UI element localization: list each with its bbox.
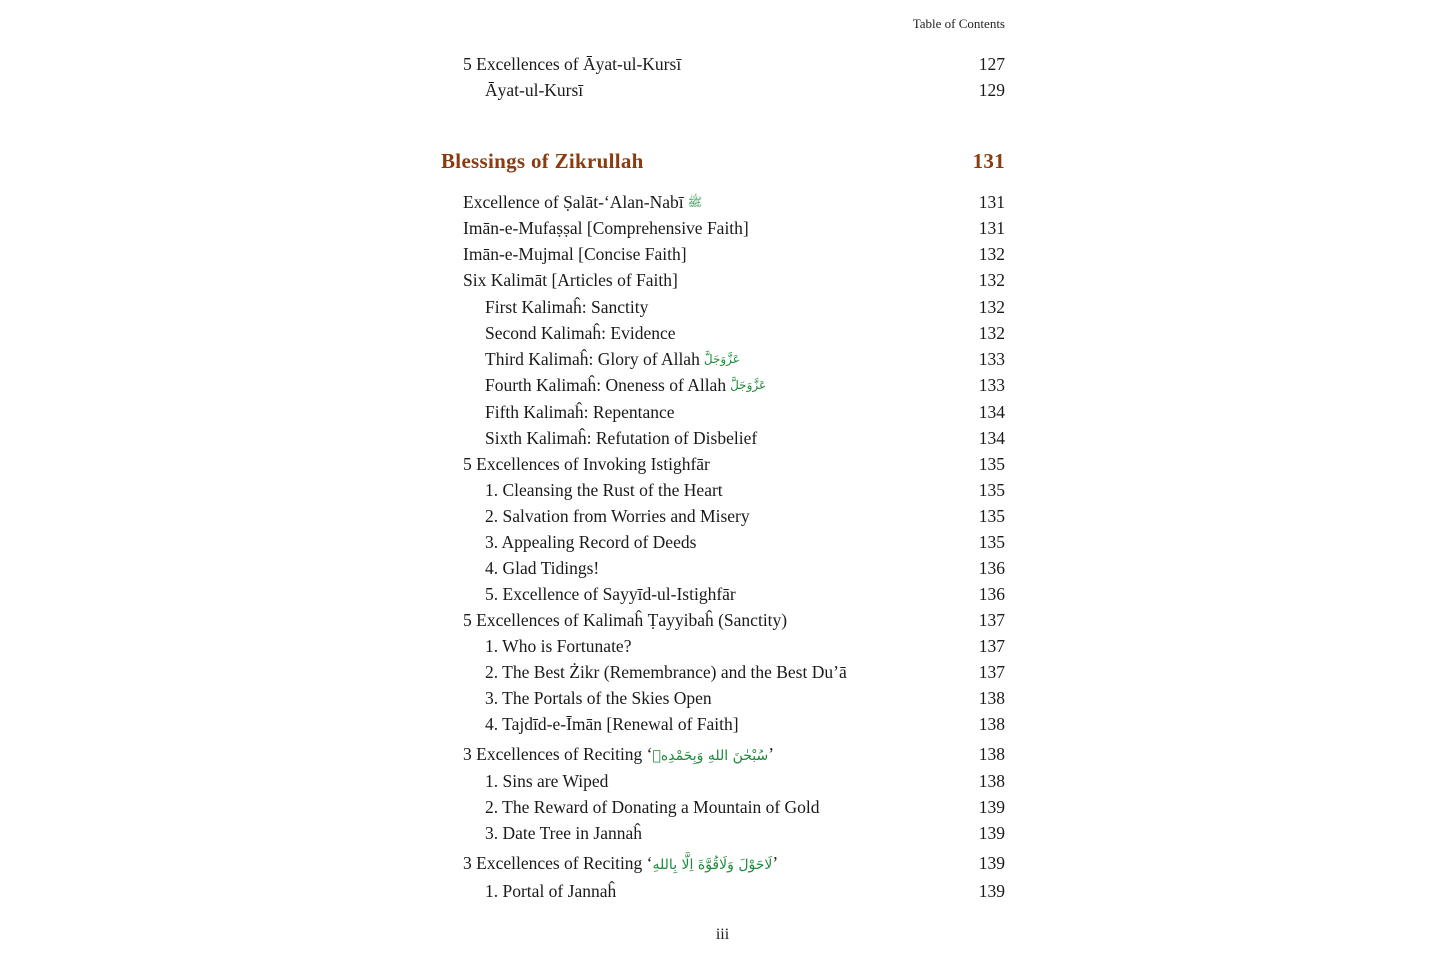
toc-entry-title: Imān-e-Mujmal [Concise Faith] [463,244,687,264]
toc-entry[interactable] [441,686,1005,710]
toc-entry-title: Āyat-ul-Kursī [485,80,584,100]
toc-entry-page: 139 [978,797,1005,817]
toc-entry-page: 129 [978,80,1005,100]
section-title: Blessings of Zikrullah [441,149,644,173]
toc-entry-title: Second Kalimaĥ: Evidence [485,323,676,343]
toc-entry[interactable] [441,634,1005,658]
toc-entry[interactable] [441,373,1005,397]
toc-entry-title: 2. The Best Żikr (Remembrance) and the Best Du’ā [485,662,847,682]
toc-entry-page: 136 [978,558,1005,578]
toc-entry-title: 5 Excellences of Āyat-ul-Kursī [463,54,682,74]
toc-entry[interactable] [441,321,1005,345]
toc-entry-title [485,347,740,371]
toc-entry-page: 132 [978,323,1005,343]
toc-entry-title: 3. Date Tree in Jannaĥ [485,823,642,843]
toc-entry-text: 3 Excellences of Reciting ‘ [463,744,653,764]
toc-entry-page: 132 [978,244,1005,264]
arabic-honorific: ﷺ [687,195,703,209]
section-heading[interactable] [441,145,1005,177]
toc-entry[interactable] [441,582,1005,606]
toc-entry[interactable] [441,242,1005,266]
section-page: 131 [972,149,1005,173]
toc-entry-title: Six Kalimāt [Articles of Faith] [463,270,678,290]
toc-entry-title: First Kalimaĥ: Sanctity [485,297,649,317]
toc-entry-title: 3. The Portals of the Skies Open [485,688,712,708]
toc-entry[interactable] [441,660,1005,684]
toc-entry-title: 5 Excellences of Kalimaĥ Ṭayyibaĥ (Sanctity) [463,610,788,630]
toc-entry-page: 137 [978,610,1005,630]
toc-entry-page: 139 [978,881,1005,901]
toc-entry[interactable] [441,190,1005,214]
toc-entry-text-end: ’ [768,744,775,764]
toc-entry[interactable] [441,426,1005,450]
toc-entry[interactable] [441,216,1005,240]
toc-entry-text: Excellence of Ṣalāt-‘Alan-Nabī [463,192,684,212]
arabic-phrase: لَاحَوْلَ وَلَاقُوَّةَ اِلَّا بِاللهِ [652,857,773,873]
toc-entry-page: 134 [978,402,1005,422]
toc-entry[interactable] [441,742,1005,766]
toc-entry-text: Fourth Kalimaĥ: Oneness of Allah [485,375,727,395]
toc-entry-title: 1. Portal of Jannaĥ [485,881,617,901]
toc-entry-page: 138 [978,744,1005,764]
toc-entry[interactable] [441,712,1005,736]
page-number: iii [715,926,730,943]
toc-entry-page: 138 [978,714,1005,734]
toc-entry-page: 132 [978,270,1005,290]
toc-entry[interactable] [441,608,1005,632]
toc-entry-page: 135 [978,454,1005,474]
toc-entry-page: 134 [978,428,1005,448]
toc-entry[interactable] [441,795,1005,819]
toc-entry-title: 5 Excellences of Invoking Istighfār [463,454,710,474]
toc-entry-page: 135 [978,480,1005,500]
running-header: Table of Contents [912,16,1005,31]
toc-entry-title: 2. The Reward of Donating a Mountain of Gold [485,797,820,817]
toc-entry[interactable] [441,821,1005,845]
toc-entry[interactable] [441,452,1005,476]
toc-entry-page: 138 [978,771,1005,791]
toc-entry-page: 135 [978,506,1005,526]
toc-entry[interactable] [441,879,1005,903]
toc-entry-title: Sixth Kalimaĥ: Refutation of Disbelief [485,428,758,448]
toc-entry-title: 4. Glad Tidings! [485,558,600,578]
toc-entry-title: Imān-e-Mufaṣṣal [Comprehensive Faith] [463,218,749,238]
toc-entry[interactable] [441,78,1005,102]
toc-entry-page: 133 [978,375,1005,395]
toc-entry[interactable] [441,52,1005,76]
toc-entry-title [463,851,778,877]
toc-entry-title: 1. Who is Fortunate? [485,636,632,656]
toc-entry[interactable] [441,851,1005,875]
arabic-honorific: عَزَّوَجَلَّ [703,352,740,366]
toc-entry-title [485,373,766,397]
toc-entry-title: 3. Appealing Record of Deeds [485,532,697,552]
toc-entry-page: 132 [978,297,1005,317]
toc-entry-page: 137 [978,662,1005,682]
toc-entry[interactable] [441,769,1005,793]
toc-entry[interactable] [441,400,1005,424]
toc-entry[interactable] [441,268,1005,292]
table-of-contents [441,0,1005,963]
arabic-phrase: سُبْحٰنَ اللهِ وَبِحَمْدِهٖ [652,748,769,764]
toc-entry-page: 133 [978,349,1005,369]
toc-entry-text: Third Kalimaĥ: Glory of Allah [485,349,700,369]
toc-entry-page: 131 [978,192,1005,212]
toc-entry-page: 135 [978,532,1005,552]
toc-entry-title [463,190,702,214]
toc-entry-page: 139 [978,823,1005,843]
toc-entry[interactable] [441,530,1005,554]
toc-entry-title: 1. Sins are Wiped [485,771,609,791]
toc-entry-title: 4. Tajdīd-e-Īmān [Renewal of Faith] [485,714,739,734]
toc-entry[interactable] [441,478,1005,502]
toc-entry-title [463,742,774,768]
toc-entry-title: Fifth Kalimaĥ: Repentance [485,402,675,422]
toc-entry-page: 138 [978,688,1005,708]
arabic-honorific: عَزَّوَجَلَّ [730,378,767,392]
toc-entry-page: 136 [978,584,1005,604]
toc-entry[interactable] [441,295,1005,319]
toc-entry-title: 5. Excellence of Sayyīd-ul-Istighfār [485,584,736,604]
toc-entry-title: 1. Cleansing the Rust of the Heart [485,480,723,500]
toc-entry-text-end: ’ [772,853,779,873]
toc-entry[interactable] [441,556,1005,580]
toc-entry-page: 137 [978,636,1005,656]
toc-entry[interactable] [441,504,1005,528]
toc-entry-text: 3 Excellences of Reciting ‘ [463,853,653,873]
toc-entry-page: 131 [978,218,1005,238]
toc-entry-page: 127 [978,54,1005,74]
toc-entry-page: 139 [978,853,1005,873]
toc-entry-title: 2. Salvation from Worries and Misery [485,506,750,526]
toc-entry[interactable] [441,347,1005,371]
